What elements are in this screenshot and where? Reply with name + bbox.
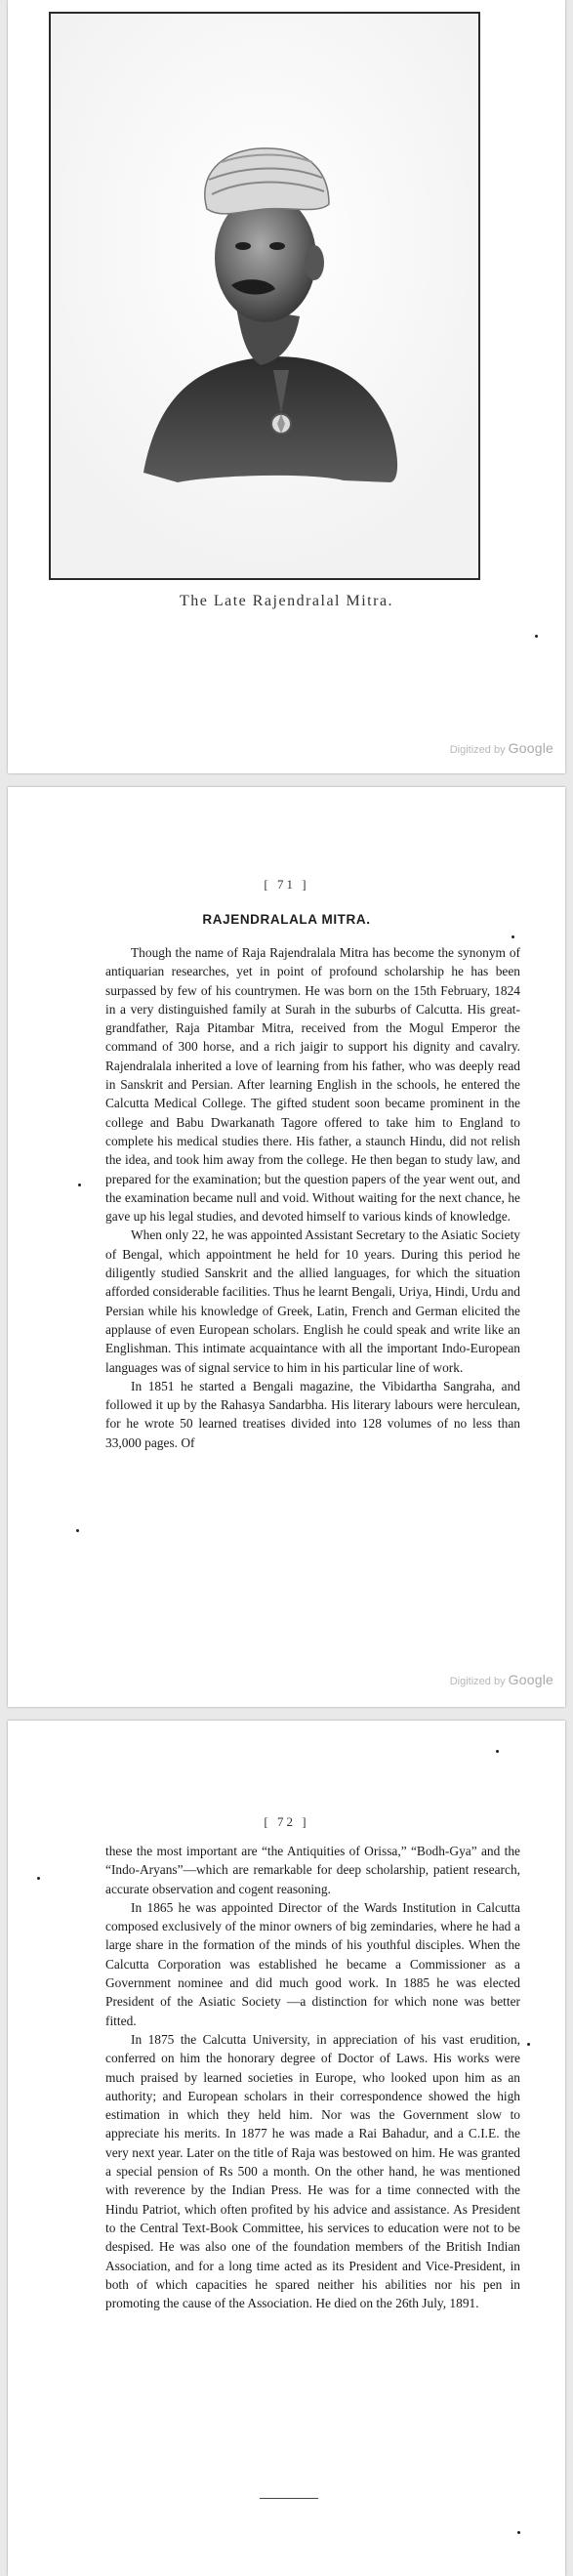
- print-speck: [512, 935, 514, 938]
- article-body: [105, 1842, 520, 2312]
- print-speck: [37, 1877, 40, 1880]
- print-speck: [517, 2531, 520, 2534]
- digitized-watermark: [450, 1672, 553, 1687]
- page-number: [ 72 ]: [264, 1814, 309, 1829]
- article-body: [105, 943, 520, 1452]
- portrait-frame: [49, 12, 480, 580]
- portrait-page: [8, 0, 565, 773]
- digitized-watermark: [450, 740, 553, 756]
- print-speck: [76, 1529, 79, 1532]
- text-page-71: [8, 787, 565, 1707]
- print-speck: [496, 1750, 499, 1753]
- google-logo: Google: [508, 1672, 553, 1687]
- portrait-caption: The Late Rajendralal Mitra.: [179, 593, 394, 609]
- print-speck: [535, 635, 538, 638]
- print-speck: [527, 2043, 530, 2046]
- end-rule: [260, 2498, 318, 2499]
- paragraph: In 1865 he was appointed Director of the Wards Institution in Calcutta composed exclusively of the minor owners of big zemindaries, where he had a large share in the formation of the minds of his youthful disciples. When the Calcutta Corporation was established he became a Commissioner as a Government nominee and did much good work. In 1885 he was elected President of the Asiatic Society —a distinction for which none was better fitted.: [105, 1899, 520, 2028]
- portrait-image: [51, 14, 478, 578]
- watermark-prefix: Digitized by: [449, 744, 506, 756]
- google-logo: Google: [508, 740, 553, 756]
- paragraph: When only 22, he was appointed Assistant Secretary to the Asiatic Society of Bengal, which appointment he held for 10 years. During this period he diligently studied Sanskrit and the allied languages, for which the situation afforded considerable facilities. Thus he learnt Bengali, Uriya, Hindi, Urdu and Persian while his knowledge of Greek, Latin, French and German elicited the applause of even European scholars. English he could speak and write like an Englishman. This intimate acquaintance with all the important Indo-European languages was of signal service to him in his particular line of work.: [105, 1227, 520, 1375]
- page-title: RAJENDRALALA MITRA.: [202, 912, 371, 927]
- paragraph: In 1851 he started a Bengali magazine, the Vibidartha Sangraha, and followed it up by the Rahasya Sandarbha. His literary labours were herculean, for he wrote 50 learned treatises divided into 128 volumes of no less than 33,000 pages. Of: [105, 1378, 520, 1450]
- watermark-prefix: Digitized by: [449, 1676, 506, 1687]
- paragraph: these the most important are “the Antiquities of Orissa,” “Bodh-Gya” and the “Indo-Aryans”—which are remarkable for deep scholarship, patient research, accurate observation and cogent reasoning.: [105, 1844, 520, 1896]
- text-page-72: [8, 1721, 565, 2576]
- print-speck: [78, 1184, 81, 1186]
- paragraph: Though the name of Raja Rajendralala Mitra has become the synonym of antiquarian researches, yet in point of profound scholarship he has been surpassed by few of his countrymen. He was born on the 15th February, 1824 in a very distinguished family at Surah in the suburbs of Calcutta. His great-grandfather, Raja Pitambar Mitra, received from the Mogul Emperor the command of 300 horse, and a rich jaigir to support his dignity and cavalry. Rajendralala inherited a love of learning from his father, who was deeply read in Sanskrit and Persian. After learning English in the schools, he entered the Calcutta Medical College. The gifted student soon became prominent in the college and Babu Dwarkanath Tagore offered to take him to England to complete his medical studies there. His father, a staunch Hindu, did not relish the idea, and took him away from the college. He then began to study law, and prepared for the examination; but the question papers of the year went out, and the examination became null and void. Without waiting for the next chance, he gave up his legal studies, and devoted himself to various kinds of knowledge.: [105, 945, 520, 1225]
- paragraph: In 1875 the Calcutta University, in appreciation of his vast erudition, conferred on him the honorary degree of Doctor of Laws. His works were much praised by learned societies in Europe, who looked upon him as an authority; and European scholars in their correspondence showed the high estimation in which they held him. Nor was the Government slow to appreciate his merits. In 1877 he was made a Rai Bahadur, and a C.I.E. the very next year. Later on the title of Raja was bestowed on him. He was granted a special pension of Rs 500 a month. On the other hand, he was mentioned with reverence by the Indian Press. He was for a time connected with the Hindu Patriot, which often profited by his advice and assistance. As President to the Central Text-Book Committee, his services to education were not to be despised. He was also one of the foundation members of the British Indian Association, and for a long time acted as its President and Vice-President, in both of which capacities he spared neither his abilities nor his pen in promoting the cause of the Association. He died on the 26th July, 1891.: [105, 2031, 520, 2311]
- page-number: [ 71 ]: [264, 877, 309, 892]
